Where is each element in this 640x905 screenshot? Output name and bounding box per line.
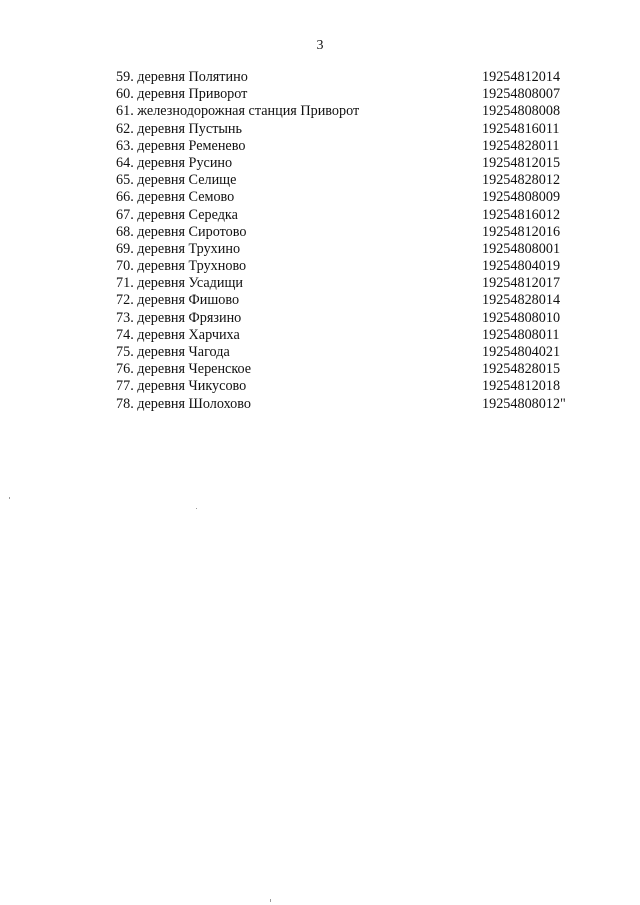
settlement-name: 70. деревня Трухново	[116, 258, 247, 275]
settlement-code: 19254828011	[482, 137, 560, 154]
settlement-name: 73. деревня Фрязино	[116, 309, 242, 326]
settlement-code: 19254804021	[482, 344, 561, 360]
list-item	[116, 344, 596, 361]
list-item	[116, 155, 596, 172]
scan-speck	[270, 899, 271, 902]
list-item	[116, 121, 596, 138]
settlement-name: 63. деревня Ременево	[116, 137, 246, 154]
scan-speck	[9, 497, 10, 499]
scan-speck	[196, 508, 197, 509]
list-item	[116, 275, 596, 292]
settlement-name: 65. деревня Селище	[116, 172, 237, 189]
settlement-name: 68. деревня Сиротово	[116, 223, 247, 240]
settlement-code: 19254816012	[482, 206, 561, 223]
settlement-code: 19254828012	[482, 172, 561, 189]
settlement-name: 74. деревня Харчиха	[116, 326, 240, 343]
settlement-code: 19254812015	[482, 154, 561, 171]
settlement-name: 76. деревня Черенское	[116, 361, 252, 378]
settlement-name: 77. деревня Чикусово	[116, 378, 247, 395]
list-item	[116, 138, 596, 155]
settlement-code: 19254812016	[482, 223, 561, 240]
list-item	[116, 189, 596, 206]
settlement-code: 19254804019	[482, 258, 561, 275]
settlement-name: 75. деревня Чагода	[116, 344, 230, 360]
settlement-name: 64. деревня Русино	[116, 154, 233, 171]
settlement-code: 19254812017	[482, 275, 561, 292]
list-item	[116, 69, 596, 86]
list-item	[116, 396, 596, 413]
settlement-name: 60. деревня Приворот	[116, 86, 248, 103]
settlement-code: 19254812018	[482, 378, 561, 395]
list-item	[116, 224, 596, 241]
list-item	[116, 241, 596, 258]
list-item	[116, 258, 596, 275]
settlement-code: 19254812014	[482, 69, 561, 85]
settlement-name: 66. деревня Семово	[116, 189, 235, 206]
settlement-code: 19254828015	[482, 361, 561, 378]
settlement-name: 67. деревня Середка	[116, 206, 238, 223]
settlement-code: 19254808001	[482, 240, 561, 257]
settlement-name: 72. деревня Фишово	[116, 292, 240, 309]
settlement-name: 71. деревня Усадищи	[116, 275, 243, 292]
list-item	[116, 327, 596, 344]
settlement-code: 19254808007	[482, 86, 561, 103]
list-item	[116, 207, 596, 224]
settlement-name: 78. деревня Шолохово	[116, 395, 251, 412]
settlement-name: 62. деревня Пустынь	[116, 120, 242, 137]
settlement-code: 19254808012"	[482, 395, 566, 412]
list-item	[116, 361, 596, 378]
settlement-code: 19254816011	[482, 120, 560, 137]
settlement-code: 19254808009	[482, 189, 561, 206]
list-item	[116, 86, 596, 103]
settlement-list	[116, 69, 596, 413]
list-item	[116, 378, 596, 395]
settlement-code: 19254808011	[482, 326, 560, 343]
list-item	[116, 310, 596, 327]
settlement-code: 19254808010	[482, 309, 561, 326]
settlement-code: 19254808008	[482, 103, 561, 120]
list-item	[116, 103, 596, 120]
list-item	[116, 292, 596, 309]
list-item	[116, 172, 596, 189]
settlement-name: 61. железнодорожная станция Приворот	[116, 103, 360, 120]
page-number: 3	[316, 38, 324, 53]
settlement-name: 69. деревня Трухино	[116, 240, 241, 257]
settlement-code: 19254828014	[482, 292, 561, 309]
settlement-name: 59. деревня Полятино	[116, 69, 248, 85]
